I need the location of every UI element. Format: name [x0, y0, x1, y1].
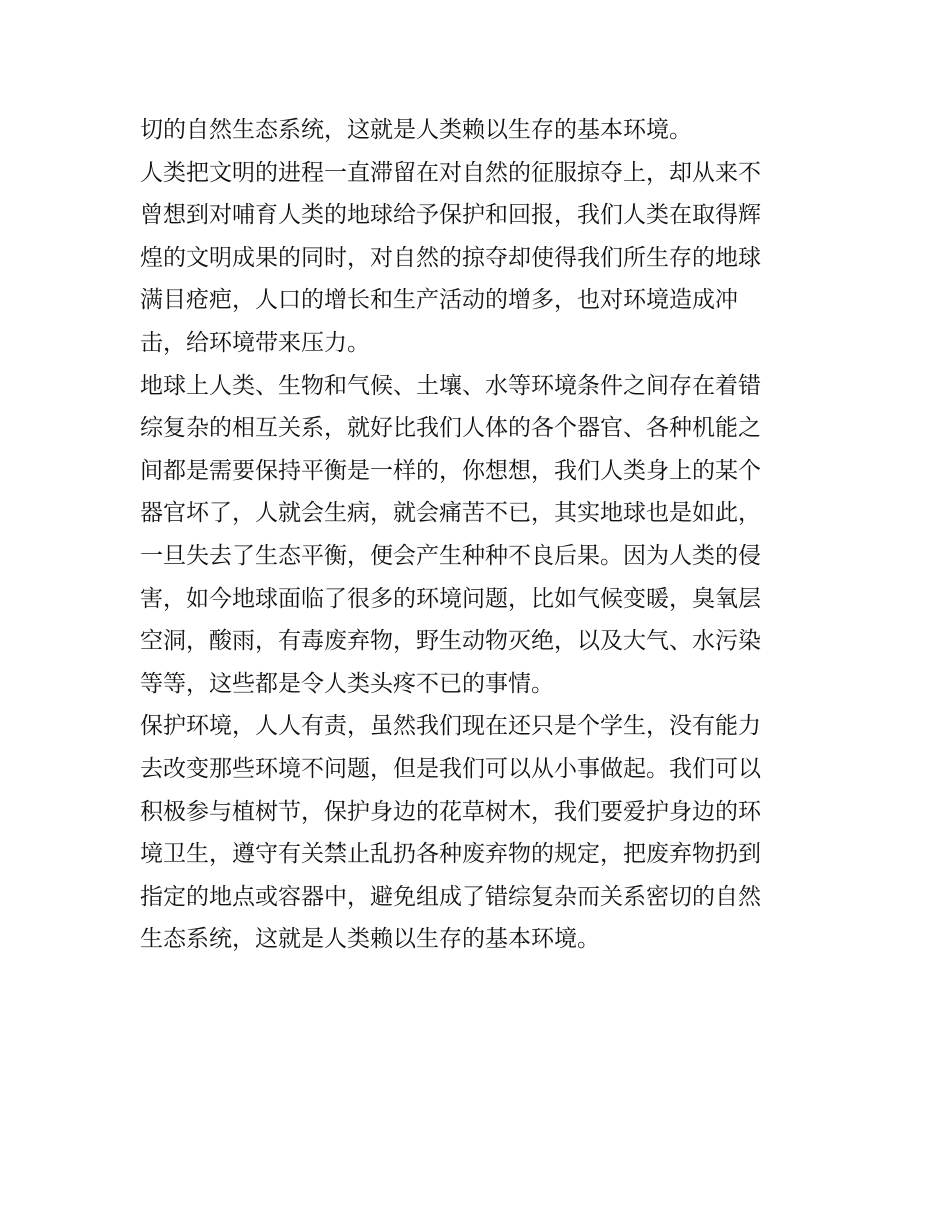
text-line: 击，给环境带来压力。: [140, 329, 370, 356]
text-line: 害，如今地球面临了很多的环境问题，比如气候变暖，臭氧层: [140, 585, 761, 612]
text-line: 切的自然生态系统，这就是人类赖以生存的基本环境。: [140, 117, 692, 143]
text-line: 等等，这些都是令人类头疼不已的事情。: [140, 670, 554, 697]
body-text: [140, 109, 820, 961]
text-line: 地球上人类、生物和气候、土壤、水等环境条件之间存在着错: [140, 372, 761, 399]
text-line: 综复杂的相互关系，就好比我们人体的各个器官、各种机能之: [140, 415, 761, 442]
text-line: 满目疮疤，人口的增长和生产活动的增多，也对环境造成冲: [140, 287, 738, 314]
text-line: 一旦失去了生态平衡，便会产生种种不良后果。因为人类的侵: [140, 542, 761, 569]
text-line: 空洞，酸雨，有毒废弃物，野生动物灭绝，以及大气、水污染: [140, 628, 761, 655]
text-line: 生态系统，这就是人类赖以生存的基本环境。: [140, 926, 600, 953]
text-line: 曾想到对哺育人类的地球给予保护和回报，我们人类在取得辉: [140, 202, 761, 229]
text-line: 间都是需要保持平衡是一样的，你想想，我们人类身上的某个: [140, 457, 761, 484]
text-line: 境卫生，遵守有关禁止乱扔各种废弃物的规定，把废弃物扔到: [140, 841, 761, 868]
text-line: 保护环境，人人有责，虽然我们现在还只是个学生，没有能力: [140, 713, 761, 740]
text-line: 指定的地点或容器中，避免组成了错综复杂而关系密切的自然: [140, 883, 761, 910]
text-line: 人类把文明的进程一直滞留在对自然的征服掠夺上，却从来不: [140, 159, 761, 186]
text-line: 器官坏了，人就会生病，就会痛苦不已，其实地球也是如此，: [140, 500, 761, 527]
text-line: 煌的文明成果的同时，对自然的掠夺却使得我们所生存的地球: [140, 244, 761, 271]
text-line: 去改变那些环境不问题，但是我们可以从小事做起。我们可以: [140, 755, 761, 782]
text-line: 积极参与植树节，保护身边的花草树木，我们要爱护身边的环: [140, 798, 761, 825]
